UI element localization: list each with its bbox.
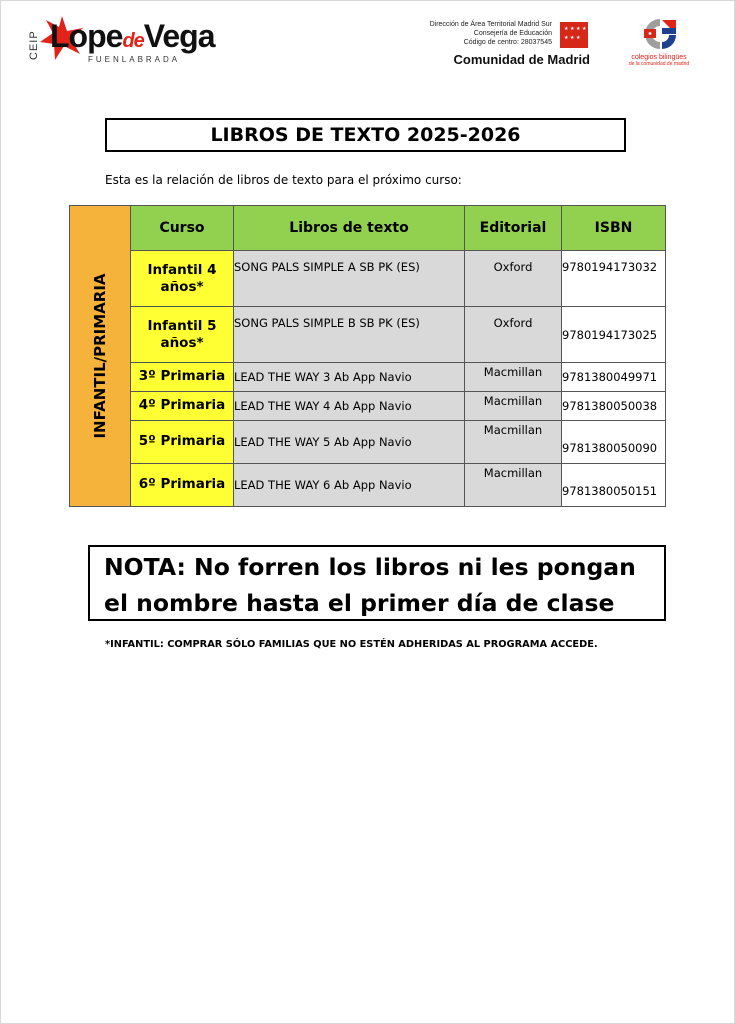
cell-curso: 6º Primaria bbox=[131, 463, 234, 506]
comunidad-madrid-logo bbox=[410, 20, 590, 72]
page-title: LIBROS DE TEXTO 2025-2026 bbox=[105, 118, 626, 152]
madrid-flag-icon: ★ ★ ★ ★ ★ ★ ★ bbox=[560, 22, 588, 48]
cell-curso: Infantil 5 años* bbox=[131, 307, 234, 363]
cell-isbn: 9780194173032 bbox=[562, 251, 666, 307]
cell-editorial: Macmillan bbox=[465, 391, 562, 420]
cell-curso: 4º Primaria bbox=[131, 391, 234, 420]
cell-isbn: 9781380050038 bbox=[562, 391, 666, 420]
header-editorial: Editorial bbox=[465, 206, 562, 251]
table-row bbox=[70, 463, 666, 506]
table-row bbox=[70, 391, 666, 420]
cell-libro: SONG PALS SIMPLE B SB PK (ES) bbox=[234, 307, 465, 363]
cell-isbn: 9780194173025 bbox=[562, 307, 666, 363]
nota-box: NOTA: No forren los libros ni les pongan el nombre hasta el primer día de clase bbox=[88, 545, 666, 621]
cell-editorial: Macmillan bbox=[465, 363, 562, 392]
intro-text: Esta es la relación de libros de texto para el próximo curso: bbox=[105, 173, 462, 187]
cell-editorial: Oxford bbox=[465, 251, 562, 307]
header-isbn: ISBN bbox=[562, 206, 666, 251]
cell-editorial: Macmillan bbox=[465, 420, 562, 463]
cell-libro: LEAD THE WAY 5 Ab App Navio bbox=[234, 420, 465, 463]
header-libros: Libros de texto bbox=[234, 206, 465, 251]
cell-libro: LEAD THE WAY 4 Ab App Navio bbox=[234, 391, 465, 420]
cell-editorial: Oxford bbox=[465, 307, 562, 363]
school-logo-city: FUENLABRADA bbox=[88, 55, 181, 64]
cell-curso: Infantil 4 años* bbox=[131, 251, 234, 307]
side-label-cell bbox=[70, 206, 131, 507]
bilingual-mark-icon bbox=[638, 16, 678, 52]
table-row bbox=[70, 307, 666, 363]
cell-libro: SONG PALS SIMPLE A SB PK (ES) bbox=[234, 251, 465, 307]
madrid-logo-text: Dirección de Área Territorial Madrid Sur Consejería de Educación Código de centro: 28037545 bbox=[429, 21, 552, 46]
school-logo bbox=[28, 14, 228, 70]
school-logo-ceip: CEIP bbox=[28, 30, 40, 60]
cell-isbn: 9781380050090 bbox=[562, 420, 666, 463]
header-curso: Curso bbox=[131, 206, 234, 251]
side-label: INFANTIL/PRIMARIA bbox=[91, 273, 109, 439]
school-logo-name: LopedeVega bbox=[50, 18, 215, 54]
footnote: *INFANTIL: COMPRAR SÓLO FAMILIAS QUE NO ESTÉN ADHERIDAS AL PROGRAMA ACCEDE. bbox=[105, 639, 598, 650]
table-header-row bbox=[70, 206, 666, 251]
cell-isbn: 9781380049971 bbox=[562, 363, 666, 392]
bilingual-logo bbox=[620, 16, 698, 74]
cell-isbn: 9781380050151 bbox=[562, 463, 666, 506]
bilingual-logo-text: colegios bilingües de la comunidad de madrid bbox=[628, 54, 690, 67]
table-row bbox=[70, 363, 666, 392]
cell-curso: 3º Primaria bbox=[131, 363, 234, 392]
table-row bbox=[70, 420, 666, 463]
books-table bbox=[69, 205, 666, 507]
cell-libro: LEAD THE WAY 6 Ab App Navio bbox=[234, 463, 465, 506]
madrid-logo-name: Comunidad de Madrid bbox=[453, 52, 590, 67]
cell-curso: 5º Primaria bbox=[131, 420, 234, 463]
cell-editorial: Macmillan bbox=[465, 463, 562, 506]
table-row bbox=[70, 251, 666, 307]
cell-libro: LEAD THE WAY 3 Ab App Navio bbox=[234, 363, 465, 392]
